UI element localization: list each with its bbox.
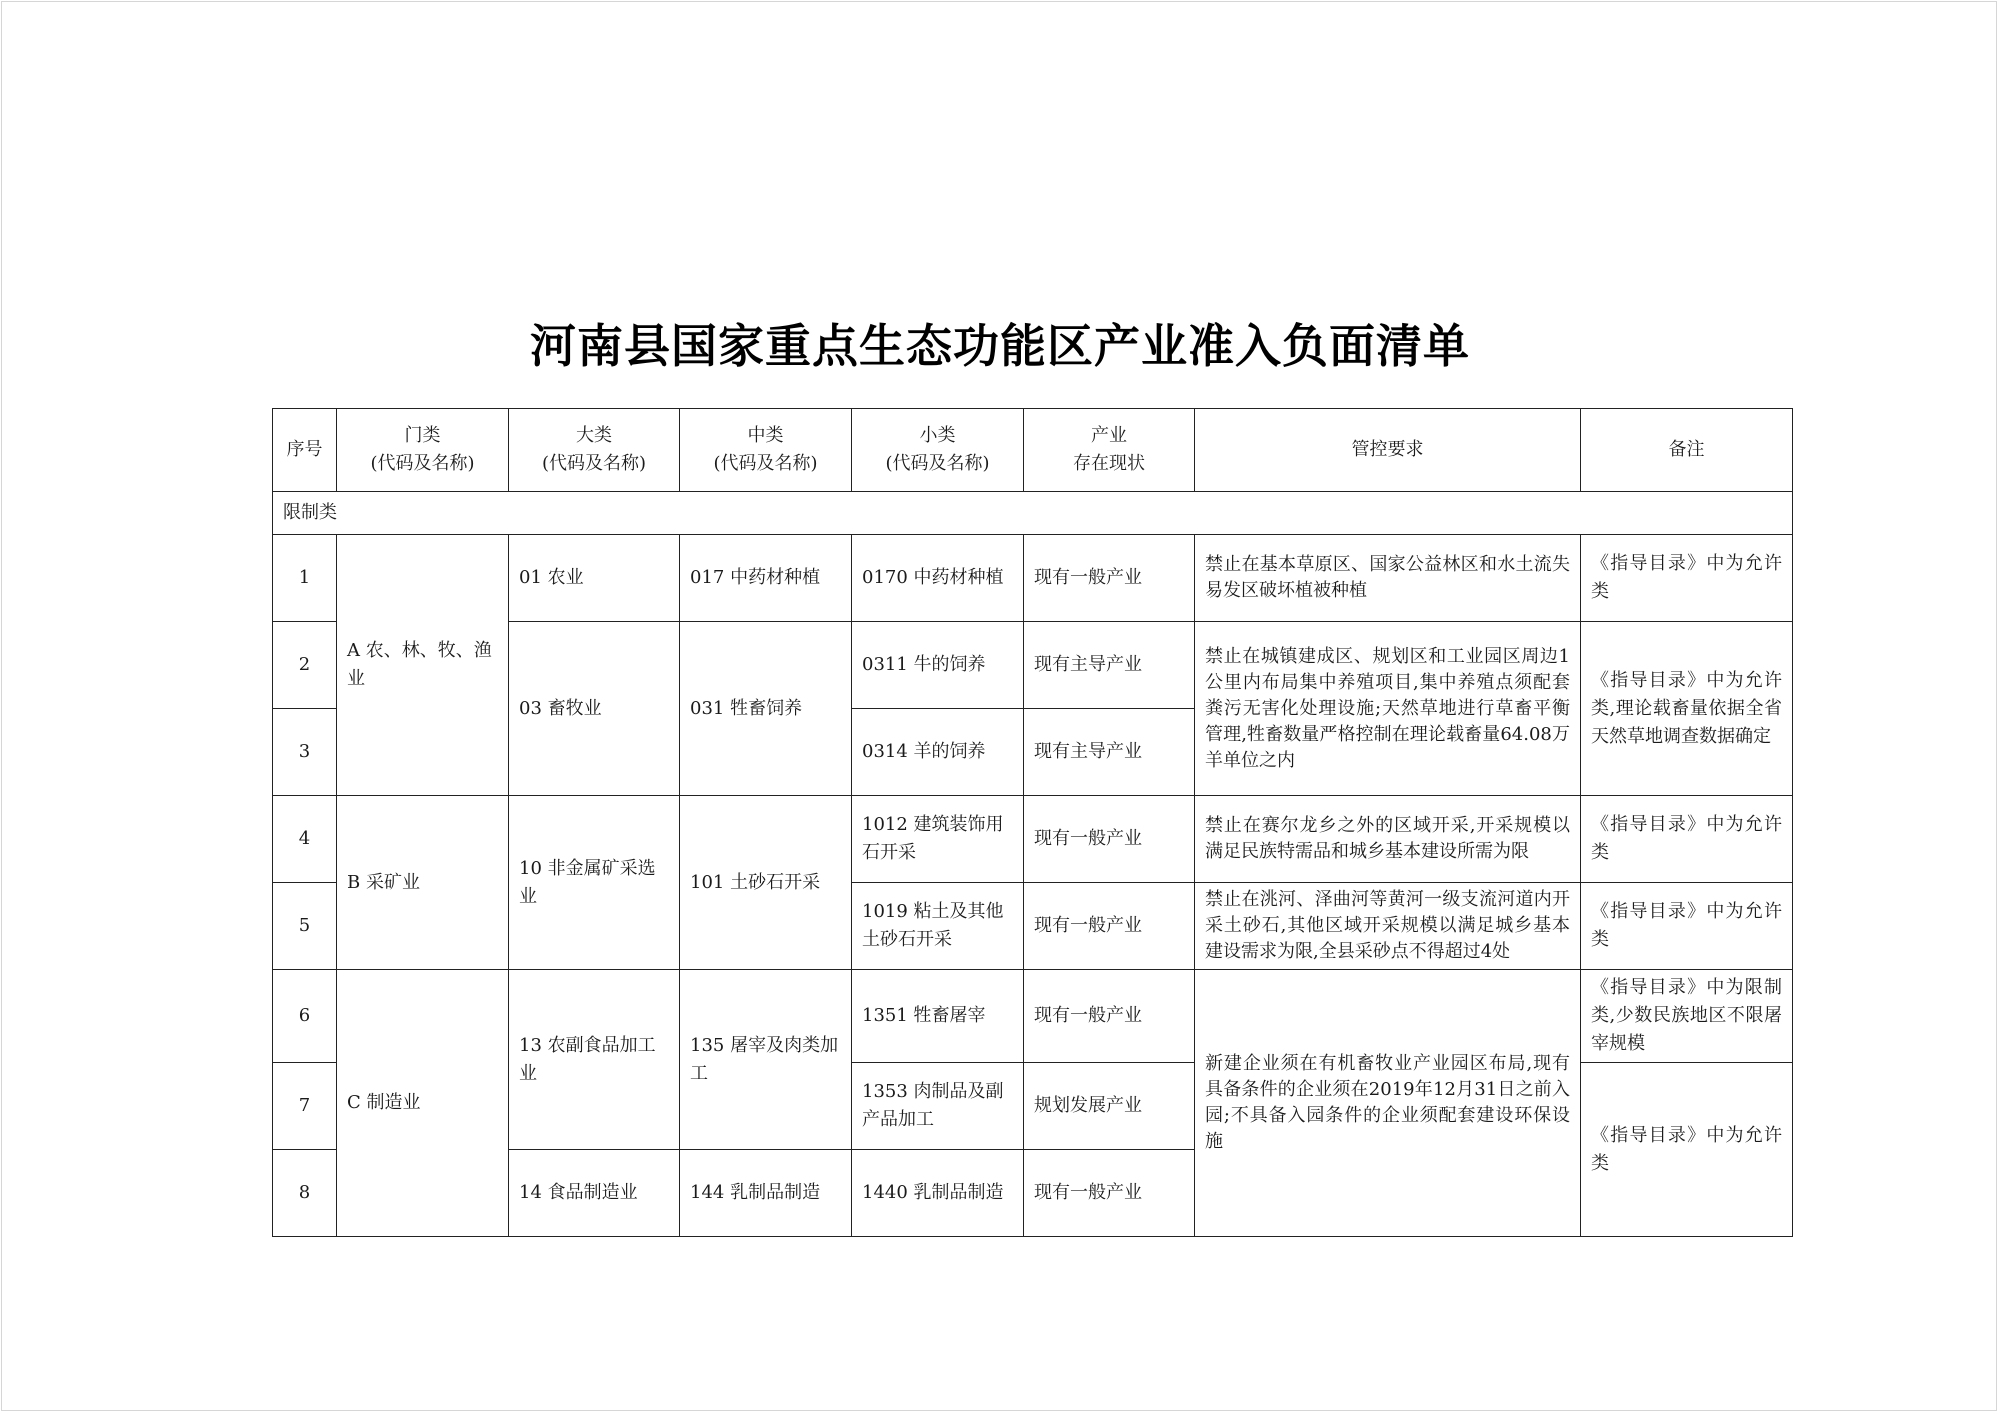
header-mid-sub: (代码及名称)	[713, 453, 818, 474]
major-cell: 13 农副食品加工业	[509, 970, 680, 1150]
header-status	[1024, 409, 1195, 492]
status-cell: 现有一般产业	[1024, 883, 1195, 970]
negative-list-table	[272, 408, 1793, 1237]
table-row	[273, 796, 1793, 883]
table-row	[273, 970, 1793, 1063]
note-cell: 《指导目录》中为允许类,理论载畜量依据全省天然草地调查数据确定	[1581, 622, 1793, 796]
header-seq: 序号	[273, 409, 337, 492]
control-cell: 禁止在洮河、泽曲河等黄河一级支流河道内开采土砂石,其他区域开采规模以满足城乡基本建设需求为限,全县采砂点不得超过4处	[1195, 883, 1581, 970]
mid-cell: 031 牲畜饲养	[680, 622, 852, 796]
major-cell: 10 非金属矿采选业	[509, 796, 680, 970]
header-minor	[852, 409, 1024, 492]
minor-cell: 1012 建筑装饰用石开采	[852, 796, 1024, 883]
minor-cell: 0311 牛的饲养	[852, 622, 1024, 709]
status-cell: 现有一般产业	[1024, 535, 1195, 622]
note-cell: 《指导目录》中为允许类	[1581, 796, 1793, 883]
header-control: 管控要求	[1195, 409, 1581, 492]
minor-cell: 1440 乳制品制造	[852, 1150, 1024, 1237]
header-mid-title: 中类	[747, 425, 784, 446]
row-seq: 4	[273, 796, 337, 883]
note-cell: 《指导目录》中为允许类	[1581, 883, 1793, 970]
header-door	[337, 409, 509, 492]
category-row	[273, 492, 1793, 535]
control-cell: 禁止在赛尔龙乡之外的区域开采,开采规模以满足民族特需品和城乡基本建设所需为限	[1195, 796, 1581, 883]
door-cell: B 采矿业	[337, 796, 509, 970]
mid-cell: 101 土砂石开采	[680, 796, 852, 970]
header-door-sub: (代码及名称)	[370, 453, 475, 474]
note-cell: 《指导目录》中为允许类	[1581, 1063, 1793, 1237]
minor-cell: 1019 粘土及其他土砂石开采	[852, 883, 1024, 970]
header-major-title: 大类	[576, 425, 612, 446]
status-cell: 现有主导产业	[1024, 709, 1195, 796]
header-status-sub: 存在现状	[1073, 453, 1145, 474]
header-minor-title: 小类	[919, 425, 956, 446]
mid-cell: 144 乳制品制造	[680, 1150, 852, 1237]
header-status-title: 产业	[1091, 425, 1127, 446]
mid-cell: 017 中药材种植	[680, 535, 852, 622]
category-label: 限制类	[273, 492, 1793, 535]
minor-cell: 0314 羊的饲养	[852, 709, 1024, 796]
header-mid	[680, 409, 852, 492]
major-cell: 03 畜牧业	[509, 622, 680, 796]
row-seq: 6	[273, 970, 337, 1063]
mid-cell: 135 屠宰及肉类加工	[680, 970, 852, 1150]
row-seq: 8	[273, 1150, 337, 1237]
status-cell: 现有主导产业	[1024, 622, 1195, 709]
status-cell: 现有一般产业	[1024, 1150, 1195, 1237]
header-major	[509, 409, 680, 492]
minor-cell: 1351 牲畜屠宰	[852, 970, 1024, 1063]
status-cell: 现有一般产业	[1024, 796, 1195, 883]
major-cell: 01 农业	[509, 535, 680, 622]
note-cell: 《指导目录》中为允许类	[1581, 535, 1793, 622]
control-cell: 禁止在城镇建成区、规划区和工业园区周边1公里内布局集中养殖项目,集中养殖点须配套粪污无害化处理设施;天然草地进行草畜平衡管理,牲畜数量严格控制在理论载畜量64.08万羊单位之内	[1195, 622, 1581, 796]
note-cell: 《指导目录》中为限制类,少数民族地区不限屠宰规模	[1581, 970, 1793, 1063]
header-note: 备注	[1581, 409, 1793, 492]
row-seq: 5	[273, 883, 337, 970]
major-cell: 14 食品制造业	[509, 1150, 680, 1237]
header-minor-sub: (代码及名称)	[885, 453, 990, 474]
door-cell: A 农、林、牧、渔业	[337, 535, 509, 796]
header-door-title: 门类	[404, 425, 441, 446]
header-major-sub: (代码及名称)	[541, 453, 647, 474]
row-seq: 3	[273, 709, 337, 796]
control-cell: 禁止在基本草原区、国家公益林区和水土流失易发区破坏植被种植	[1195, 535, 1581, 622]
minor-cell: 1353 肉制品及副产品加工	[852, 1063, 1024, 1150]
document-title: 河南县国家重点生态功能区产业准入负面清单	[530, 319, 1470, 373]
header-row	[273, 409, 1793, 492]
control-cell: 新建企业须在有机畜牧业产业园区布局,现有具备条件的企业须在2019年12月31日之前入园;不具备入园条件的企业须配套建设环保设施	[1195, 970, 1581, 1237]
minor-cell: 0170 中药材种植	[852, 535, 1024, 622]
door-cell: C 制造业	[337, 970, 509, 1237]
table-row	[273, 535, 1793, 622]
status-cell: 现有一般产业	[1024, 970, 1195, 1063]
status-cell: 规划发展产业	[1024, 1063, 1195, 1150]
row-seq: 1	[273, 535, 337, 622]
row-seq: 7	[273, 1063, 337, 1150]
row-seq: 2	[273, 622, 337, 709]
